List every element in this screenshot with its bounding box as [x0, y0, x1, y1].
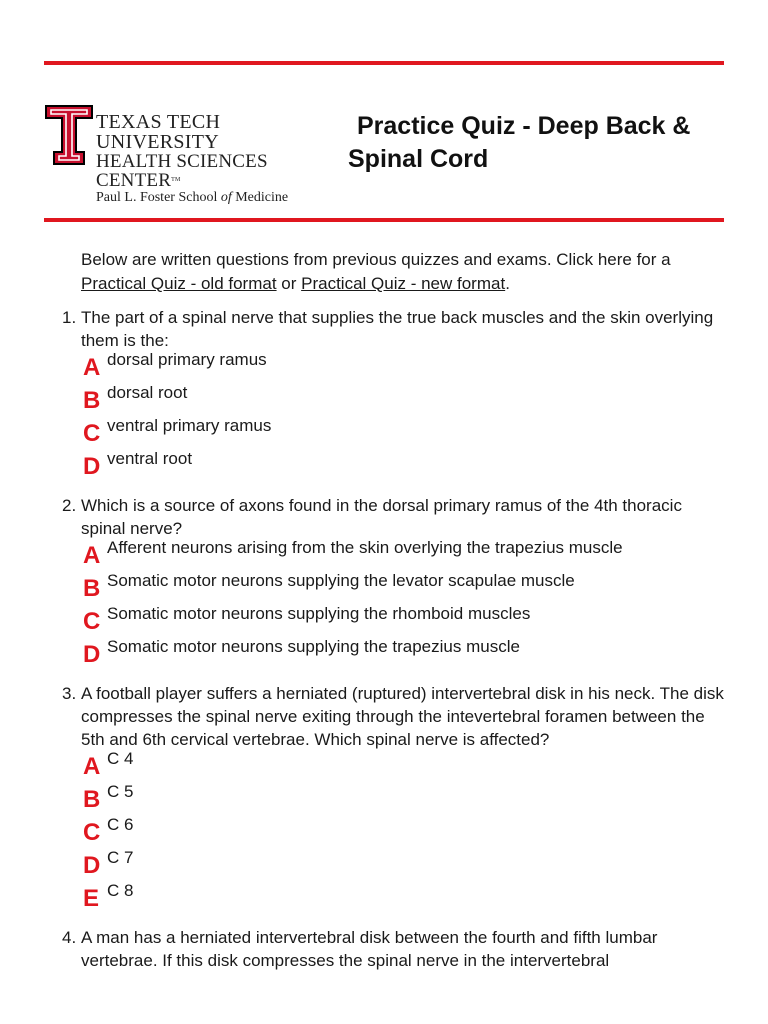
page-title-line1: Practice Quiz - Deep Back &	[357, 112, 691, 140]
answer-text: C 7	[107, 848, 134, 867]
answer-letter: D	[83, 453, 101, 480]
question-text: A football player suffers a herniated (ruptured) intervertebral disk in his neck. The disk compresses the spinal nerve exiting through the intevertebral foramen between the 5th and 6th cervical vertebrae. Which spinal nerve is affected?	[81, 684, 724, 749]
answer-text: ventral primary ramus	[107, 416, 272, 435]
logo-school-name: Paul L. Foster School of Medicine	[96, 190, 289, 205]
answer-text: Somatic motor neurons supplying the rhomboid muscles	[107, 604, 531, 623]
answer-option	[81, 883, 768, 916]
answer-text: dorsal primary ramus	[107, 350, 267, 369]
answer-text: Afferent neurons arising from the skin overlying the trapezius muscle	[107, 538, 623, 557]
question	[0, 926, 768, 972]
top-divider	[44, 61, 724, 65]
quiz-content	[0, 248, 768, 972]
page-title-line2: Spinal Cord	[348, 145, 489, 173]
question-number: 3.	[62, 684, 77, 703]
answer-letter: D	[83, 641, 101, 668]
answer-text: C 5	[107, 782, 134, 801]
page-header	[44, 102, 724, 205]
logo-university-name: TEXAS TECH UNIVERSITY	[96, 111, 221, 153]
answer-text: Somatic motor neurons supplying the levator scapulae muscle	[107, 571, 575, 590]
answer-letter: A	[83, 354, 101, 381]
answer-text: dorsal root	[107, 383, 188, 402]
question-number: 2.	[62, 496, 77, 515]
answer-text: C 8	[107, 881, 134, 900]
answer-letter: B	[83, 575, 101, 602]
answer-letter: B	[83, 387, 101, 414]
answer-option	[81, 817, 768, 850]
answer-letter: A	[83, 753, 101, 780]
question-number: 1.	[62, 308, 77, 327]
question-text: The part of a spinal nerve that supplies the true back muscles and the skin overlying them is the:	[81, 308, 714, 350]
question	[0, 306, 768, 484]
answer-letter: A	[83, 542, 101, 569]
page-title	[348, 110, 728, 176]
question	[0, 682, 768, 916]
answer-text: C 4	[107, 749, 134, 768]
question-number: 4.	[62, 928, 77, 947]
logo-wordmark	[96, 112, 344, 206]
intro-paragraph: Below are written questions from previous quizzes and exams. Click here for a Practical Quiz - old format or Practical Quiz - new format.	[81, 250, 671, 293]
answer-text: ventral root	[107, 449, 193, 468]
answer-option	[81, 784, 768, 817]
question-text: Which is a source of axons found in the dorsal primary ramus of the 4th thoracic spinal nerve?	[81, 496, 682, 538]
answer-option	[81, 451, 768, 484]
practical-quiz-new-link[interactable]: Practical Quiz - new format	[301, 274, 506, 293]
answer-text: C 6	[107, 815, 134, 834]
question-list	[0, 306, 768, 972]
bottom-divider	[44, 218, 724, 222]
answer-letter: C	[83, 819, 101, 846]
answer-letter: C	[83, 420, 101, 447]
answer-text: Somatic motor neurons supplying the trapezius muscle	[107, 637, 520, 656]
answer-letter: E	[83, 885, 100, 912]
answer-letter: C	[83, 608, 101, 635]
ttuhsc-logo	[44, 102, 344, 205]
practical-quiz-old-link[interactable]: Practical Quiz - old format	[81, 274, 277, 293]
answer-option	[81, 850, 768, 883]
answer-option	[81, 751, 768, 784]
logo-center-name: HEALTH SCIENCES CENTER	[96, 151, 268, 191]
trademark-mark: TM	[171, 177, 181, 183]
question	[0, 494, 768, 672]
answer-letter: B	[83, 786, 101, 813]
answer-option	[81, 639, 768, 672]
double-t-logo-icon	[44, 104, 94, 166]
question-text: A man has a herniated intervertebral disk between the fourth and fifth lumbar vertebrae. If this disk compresses the spinal nerve in the intervertebral	[81, 928, 658, 970]
answer-letter: D	[83, 852, 101, 879]
